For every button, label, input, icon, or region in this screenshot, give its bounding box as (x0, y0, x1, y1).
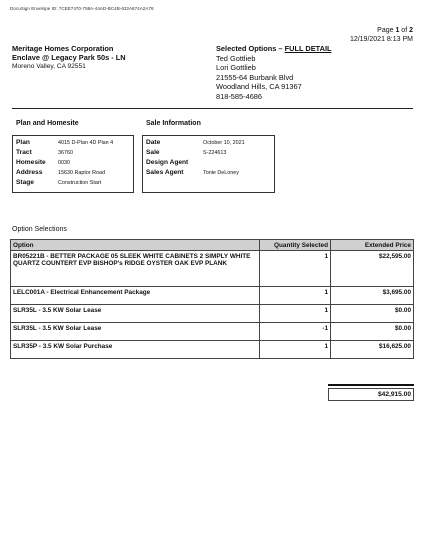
option-cell: SLR35P - 3.5 KW Solar Purchase (11, 341, 260, 359)
selected-options-title (216, 44, 332, 54)
table-row (11, 323, 414, 341)
price-cell: $0.00 (331, 305, 414, 323)
plan-homesite-labels (16, 138, 46, 188)
sale-labels (146, 138, 188, 178)
print-timestamp: 12/19/2021 8:13 PM (349, 36, 413, 43)
sale-label: Sale (146, 149, 160, 156)
sale-information-heading: Sale Information (146, 120, 201, 127)
header-divider (12, 108, 413, 109)
quantity-cell: -1 (260, 323, 331, 341)
date-label: Date (146, 139, 161, 146)
address-label: Address (16, 169, 43, 176)
docusign-envelope-id: DocuSign Envelope ID: 7CEE7470-758A-44AD-BC4B-632A874A2A78 (10, 6, 154, 11)
price-cell: $0.00 (331, 323, 414, 341)
sale-information-box (142, 135, 275, 193)
tract-value: 36760 (58, 150, 73, 156)
price-column-header: Extended Price (331, 240, 414, 251)
buyer-1: Ted Gottlieb (216, 53, 256, 63)
quantity-cell: 1 (260, 287, 331, 305)
plan-homesite-values (58, 138, 113, 188)
community-name: Enclave @ Legacy Park 50s - LN (12, 53, 126, 62)
buyer-phone: 818-585-4686 (216, 91, 263, 101)
selected-options-title-prefix: Selected Options – (216, 44, 285, 53)
buyer-2: Lori Gottlieb (216, 63, 256, 73)
quantity-cell: 1 (260, 341, 331, 359)
price-cell: $16,625.00 (331, 341, 414, 359)
sales-agent-value: Tonie DeLoney (203, 170, 239, 176)
page-prefix: Page (377, 27, 396, 34)
plan-value: 4015 D-Plan 4D Plan 4 (58, 140, 114, 146)
buyer-address-2: Woodland Hills, CA 91367 (216, 82, 302, 92)
sale-values (203, 138, 245, 178)
design-agent-label: Design Agent (146, 159, 189, 166)
full-detail-label: FULL DETAIL (284, 44, 332, 53)
option-selections-heading: Option Selections (12, 226, 67, 233)
option-selections-table (10, 239, 414, 359)
tract-label: Tract (16, 149, 32, 156)
selected-options-block (216, 44, 332, 102)
price-cell: $3,695.00 (331, 287, 414, 305)
table-row (11, 305, 414, 323)
grand-total-value: $42,915.00 (328, 388, 414, 401)
table-row (11, 341, 414, 359)
page-current: 1 (395, 27, 400, 34)
address-value: 15630 Raptor Road (58, 170, 106, 176)
sale-value: S-224613 (203, 150, 227, 156)
option-column-header: Option (11, 240, 260, 251)
company-name: Meritage Homes Corporation (12, 44, 114, 53)
option-cell: LELC001A - Electrical Enhancement Package (11, 287, 260, 305)
page-total: 2 (409, 27, 413, 34)
date-value: October 10, 2021 (203, 140, 245, 146)
plan-homesite-box (12, 135, 134, 193)
company-block (12, 44, 126, 71)
buyer-address-1: 21555-64 Burbank Blvd (216, 72, 294, 82)
table-row (11, 287, 414, 305)
page-number (377, 27, 413, 34)
option-cell: BR05221B - BETTER PACKAGE 05 SLEEK WHITE CABINETS 2 SIMPLY WHITE QUARTZ COUNTERT EVP BISHOP's RIDGE OYSTER OAK EVP PLANK (11, 251, 260, 287)
plan-label: Plan (16, 139, 30, 146)
stage-label: Stage (16, 179, 34, 186)
homesite-value: 0030 (58, 160, 70, 166)
quantity-cell: 1 (260, 251, 331, 287)
page-of: of (399, 27, 410, 34)
design-agent-value (203, 158, 245, 168)
plan-homesite-heading: Plan and Homesite (16, 120, 79, 127)
grand-total (328, 384, 414, 401)
quantity-cell: 1 (260, 305, 331, 323)
table-header-row (11, 240, 414, 251)
option-cell: SLR35L - 3.5 KW Solar Lease (11, 323, 260, 341)
option-cell: SLR35L - 3.5 KW Solar Lease (11, 305, 260, 323)
table-row (11, 251, 414, 287)
price-cell: $22,595.00 (331, 251, 414, 287)
homesite-label: Homesite (16, 159, 46, 166)
company-city: Moreno Valley, CA 92551 (12, 63, 86, 70)
stage-value: Construction Start (58, 180, 102, 186)
sales-agent-label: Sales Agent (146, 169, 184, 176)
quantity-column-header: Quantity Selected (260, 240, 331, 251)
